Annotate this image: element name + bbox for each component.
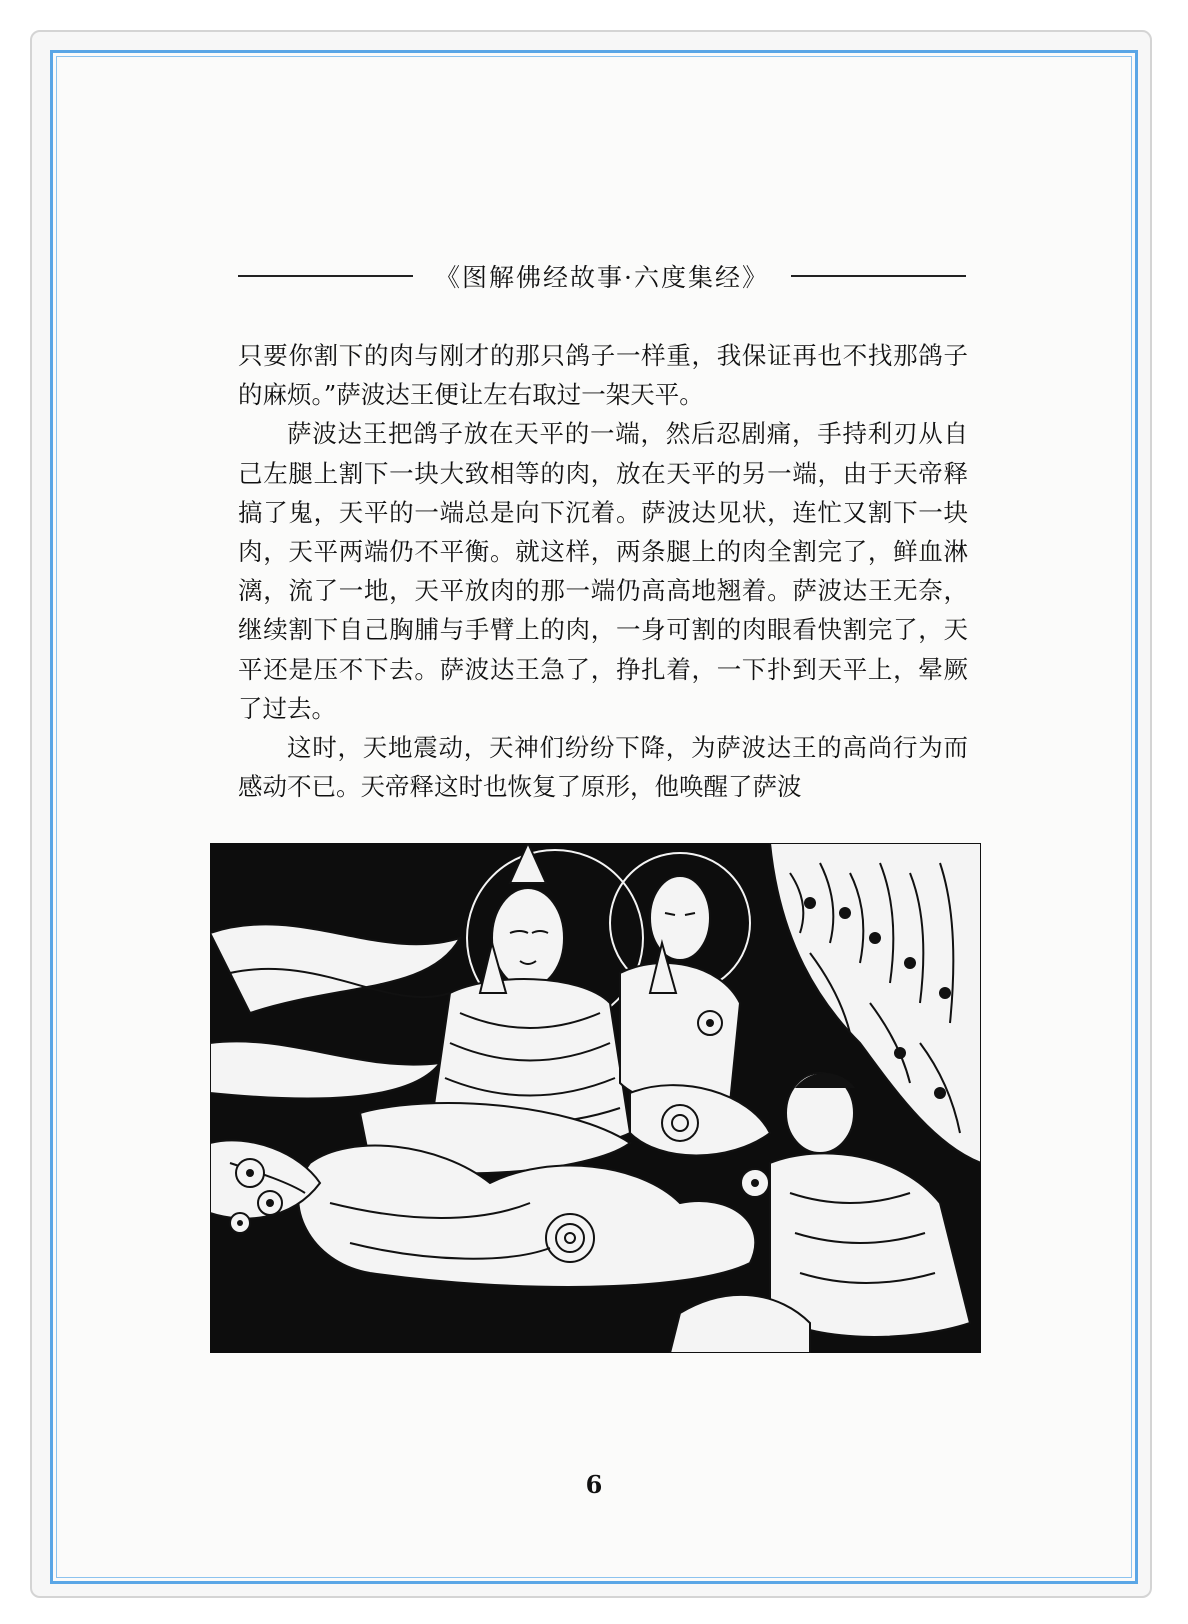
woodcut-illustration [210,843,981,1353]
paragraph-1: 只要你割下的肉与刚才的那只鸽子一样重，我保证再也不找那鸽子的麻烦。”萨波达王便让左右取过一架天平。 [238,341,968,410]
running-head [238,256,966,296]
illustration-drawing [210,843,981,1353]
running-head-rule-right [791,275,966,277]
body-text [238,336,968,806]
page-number: 6 [585,1470,603,1499]
paragraph-2: 萨波达王把鸽子放在天平的一端，然后忍剧痛，手持利刃从自己左腿上割下一块大致相等的肉，放在天平的另一端，由于天帝释搞了鬼，天平的一端总是向下沉着。萨波达见状，连忙又割下一块肉，天平两端仍不平衡。就这样，两条腿上的肉全割完了，鲜血淋漓，流了一地，天平放肉的那一端仍高高地翘着。萨波达王无奈，继续割下自己胸脯与手臂上的肉，一身可割的肉眼看快割完了，天平还是压不下去。萨波达王急了，挣扎着，一下扑到天平上，晕厥了过去。 [238,419,968,723]
running-head-rule-left [238,275,413,277]
paragraph-3: 这时，天地震动，天神们纷纷下降，为萨波达王的高尚行为而感动不已。天帝释这时也恢复了原形，他唤醒了萨波 [238,733,968,802]
running-head-title: 《图解佛经故事·六度集经》 [435,263,769,292]
